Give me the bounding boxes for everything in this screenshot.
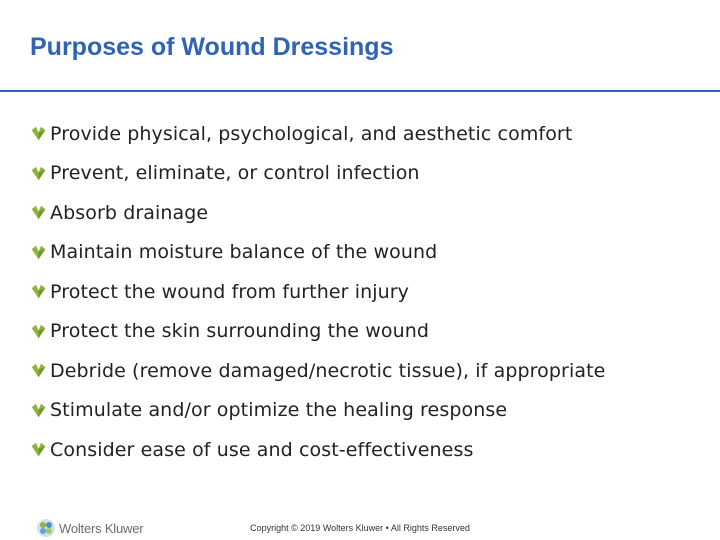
checkmark-bullet-icon — [30, 402, 47, 419]
bullet-item — [30, 114, 605, 154]
bullet-item — [30, 233, 605, 273]
copyright-notice: Copyright © 2019 Wolters Kluwer • All Rights Reserved — [250, 523, 470, 533]
slide-title: Purposes of Wound Dressings — [30, 33, 394, 61]
bullet-item — [30, 312, 605, 352]
bullet-list — [30, 114, 605, 470]
bullet-text: Absorb drainage — [50, 201, 209, 224]
bullet-text: Maintain moisture balance of the wound — [50, 241, 438, 264]
bullet-item — [30, 272, 605, 312]
bullet-item — [30, 351, 605, 391]
checkmark-bullet-icon — [30, 441, 47, 458]
bullet-text: Protect the wound from further injury — [50, 280, 410, 303]
checkmark-bullet-icon — [30, 165, 47, 182]
bullet-item — [30, 154, 605, 194]
bullet-text: Provide physical, psychological, and aesthetic comfort — [50, 122, 573, 145]
title-divider — [0, 90, 720, 92]
checkmark-bullet-icon — [30, 244, 47, 261]
checkmark-bullet-icon — [30, 283, 47, 300]
bullet-text: Stimulate and/or optimize the healing response — [50, 399, 508, 422]
bullet-text: Consider ease of use and cost-effectiveness — [50, 438, 474, 461]
bullet-item — [30, 391, 605, 431]
bullet-text: Debride (remove damaged/necrotic tissue), if appropriate — [50, 359, 606, 382]
bullet-text: Protect the skin surrounding the wound — [50, 320, 430, 343]
bullet-item — [30, 193, 605, 233]
checkmark-bullet-icon — [30, 323, 47, 340]
logo-text: Wolters Kluwer — [59, 520, 144, 536]
bullet-item — [30, 430, 605, 470]
bullet-text: Prevent, eliminate, or control infection — [50, 162, 420, 185]
checkmark-bullet-icon — [30, 362, 47, 379]
checkmark-bullet-icon — [30, 125, 47, 142]
checkmark-bullet-icon — [30, 204, 47, 221]
